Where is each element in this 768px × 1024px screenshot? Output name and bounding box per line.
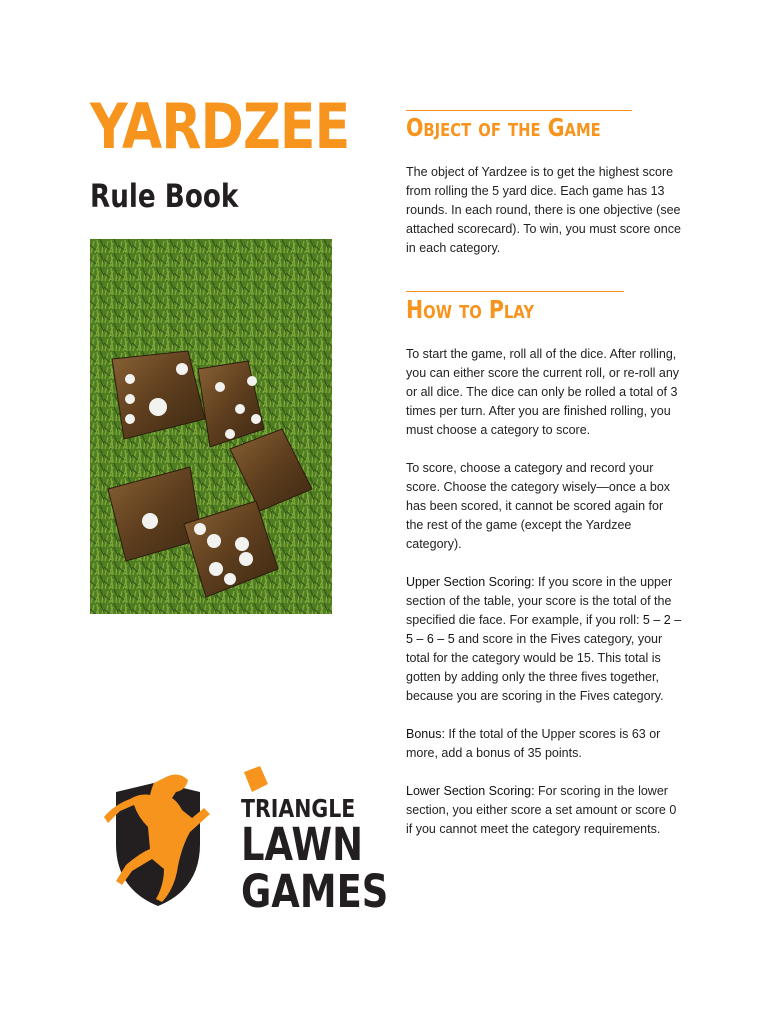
lower-section-label: Lower Section Scoring: [406, 784, 535, 798]
upper-section-label: Upper Section Scoring: [406, 575, 535, 589]
document-title: YARDZEE [90, 90, 350, 163]
logo-line-lawn: LAWN [241, 818, 364, 871]
logo-line-triangle: TRIANGLE [241, 794, 356, 823]
how-paragraph-score: To score, choose a category and record your score. Choose the category wisely—once a box has been scored, it cannot be scored again for the rest of the game (except the Yardzee category). [406, 461, 671, 551]
section-heading-how-to-play: How to Play [406, 295, 535, 324]
bonus-text: If the total of the Upper scores is 63 or more, add a bonus of 35 points. [406, 727, 661, 760]
document-subtitle: Rule Book [90, 177, 239, 215]
lower-section-text: For scoring in the lower section, you either score a set amount or score 0 if you cannot meet the category requirements. [406, 784, 677, 836]
yard-dice-on-grass-photo [90, 239, 332, 614]
bonus-label: Bonus: [406, 727, 445, 741]
bonus-paragraph [406, 725, 682, 763]
upper-section-paragraph [406, 573, 682, 706]
how-paragraph-start: To start the game, roll all of the dice. After rolling, you can either score the current roll, or re-roll any or all dice. The dice can only be rolled a total of 3 times per turn. After you are finished rolling, you must choose a category to score. [406, 347, 680, 437]
section-divider [406, 291, 624, 292]
lower-section-paragraph [406, 782, 682, 839]
section-body-object [406, 163, 682, 277]
object-paragraph: The object of Yardzee is to get the highest score from rolling the 5 yard dice. Each game has 13 rounds. In each round, there is one objective (see attached scorecard). To win, you must score once in each category. [406, 165, 681, 255]
logo-line-games: GAMES [241, 865, 389, 918]
section-divider [406, 110, 632, 111]
example-roll: 5 – 2 – 5 – 6 – 5 [406, 613, 682, 646]
upper-section-text-a: If you score in the upper section of the table, your score is the total of the specified die face. For example, if you roll: [406, 575, 673, 627]
section-body-how-to-play [406, 345, 682, 858]
upper-section-text-b: and score in the Fives category, your total for the category would be 15. This total is gotten by adding only the three fives together, because you are scoring in the Fives category. [406, 632, 664, 703]
logo-wordmark [241, 794, 389, 918]
section-heading-object: Object of the Game [406, 113, 601, 142]
